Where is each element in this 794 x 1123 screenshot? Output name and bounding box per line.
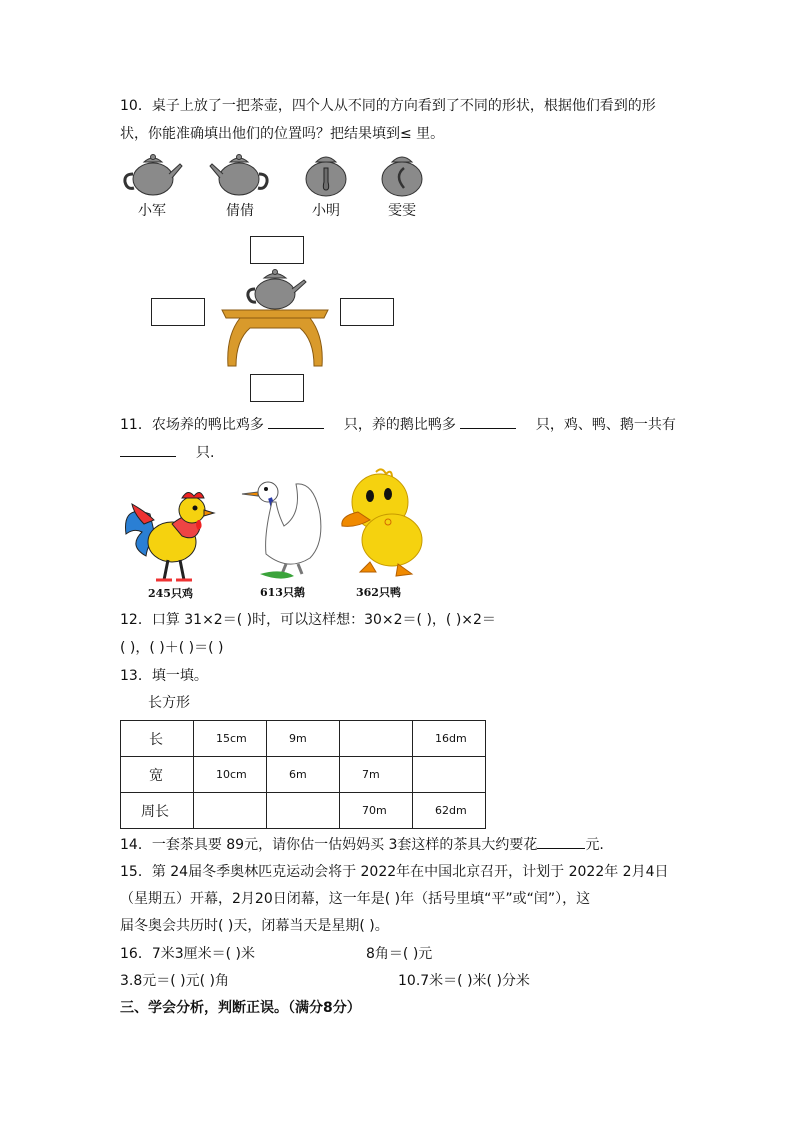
table-cell: 62dm	[413, 793, 486, 829]
table-cell: 10cm	[194, 757, 267, 793]
table-cell: 16dm	[413, 721, 486, 757]
q14-unit: 元.	[585, 837, 604, 853]
row-header-perimeter: 周长	[121, 793, 194, 829]
rectangle-table	[120, 720, 486, 829]
answer-box-right[interactable]	[340, 298, 394, 326]
q16-line2a: 3.8元＝( )元( )角	[120, 973, 230, 989]
q11-blank-3[interactable]	[120, 442, 176, 457]
table-row-perimeter	[121, 793, 486, 829]
table-cell: 9m	[267, 721, 340, 757]
teapot-spout-front-view-icon	[302, 152, 350, 198]
answer-box-left[interactable]	[151, 298, 205, 326]
table-cell: 6m	[267, 757, 340, 793]
q14-blank[interactable]	[537, 834, 585, 849]
table-cell-blank[interactable]	[413, 757, 486, 793]
section-3-heading: 三、学会分析，判断正误。（满分8分）	[120, 1000, 361, 1016]
q15-line2: （星期五）开幕，2月20日闭幕，这一年是( )年（括号里填“平”或“闰”），这	[120, 891, 591, 907]
q15-line1: 15．第 24届冬季奥林匹克运动会将于 2022年在中国北京召开，计划于 2022年 2月4日	[120, 864, 669, 880]
teapot-other-side-view-icon	[208, 152, 270, 198]
table-cell: 15cm	[194, 721, 267, 757]
q12-line2: ( )，( )＋( )＝( )	[120, 640, 224, 656]
answer-box-top[interactable]	[250, 236, 304, 264]
row-header-width: 宽	[121, 757, 194, 793]
label-chicken: 245只鸡	[148, 587, 193, 600]
q16-line1b: 8角＝( )元	[366, 946, 433, 962]
table-cell-blank[interactable]	[340, 721, 413, 757]
teapot-on-table-icon	[220, 266, 330, 370]
label-goose: 613只鹅	[260, 586, 305, 599]
table-row-width	[121, 757, 486, 793]
table-cell-blank[interactable]	[194, 793, 267, 829]
q11-line2	[120, 442, 214, 463]
label-duck: 362只鸭	[356, 586, 401, 599]
teapot-side-view-icon	[122, 152, 184, 198]
q11-blank-1[interactable]	[268, 414, 324, 429]
rooster-icon	[120, 484, 224, 588]
q12-line1: 12．口算 31×2＝( )时，可以这样想：30×2＝( )，( )×2＝	[120, 612, 496, 628]
table-row-length	[121, 721, 486, 757]
q15-line3: 届冬奥会共历时( )天，闭幕当天是星期( )。	[120, 918, 389, 934]
q13-subtitle: 长方形	[148, 695, 190, 711]
table-cell: 70m	[340, 793, 413, 829]
goose-icon	[236, 474, 328, 586]
q11-text-part3: 只，鸡、鸭、鹅一共有	[535, 417, 676, 433]
q10-line1: 10．桌子上放了一把茶壶，四个人从不同的方向看到了不同的形状，根据他们看到的形	[120, 98, 656, 114]
q13-title: 13．填一填。	[120, 668, 208, 684]
answer-box-bottom[interactable]	[250, 374, 304, 402]
q14-text: 14．一套茶具要 89元，请你估一估妈妈买 3套这样的茶具大约要花	[120, 837, 538, 853]
q11-text-part4: 只.	[196, 445, 215, 461]
q16-line1a: 16．7米3厘米＝( )米	[120, 946, 256, 962]
teapot-handle-front-view-icon	[378, 152, 426, 198]
q16-line2b: 10.7米＝( )米( )分米	[398, 973, 530, 989]
table-cell-blank[interactable]	[267, 793, 340, 829]
table-cell: 7m	[340, 757, 413, 793]
q11-line1	[120, 414, 676, 435]
q11-text-part2: 只，养的鹅比鸭多	[343, 417, 456, 433]
row-header-length: 长	[121, 721, 194, 757]
q10-line2: 状，你能准确填出他们的位置吗？把结果填到≤ 里。	[120, 126, 445, 142]
q11-text-part1: 11．农场养的鸭比鸡多	[120, 417, 264, 433]
q11-blank-2[interactable]	[460, 414, 516, 429]
name-xiaoming: 小明	[312, 203, 340, 219]
name-xiaojun: 小军	[138, 203, 166, 219]
duckling-icon	[336, 466, 428, 584]
q14-line	[120, 834, 604, 855]
name-wenwen: 雯雯	[388, 203, 416, 219]
name-qianqian: 倩倩	[226, 203, 254, 219]
